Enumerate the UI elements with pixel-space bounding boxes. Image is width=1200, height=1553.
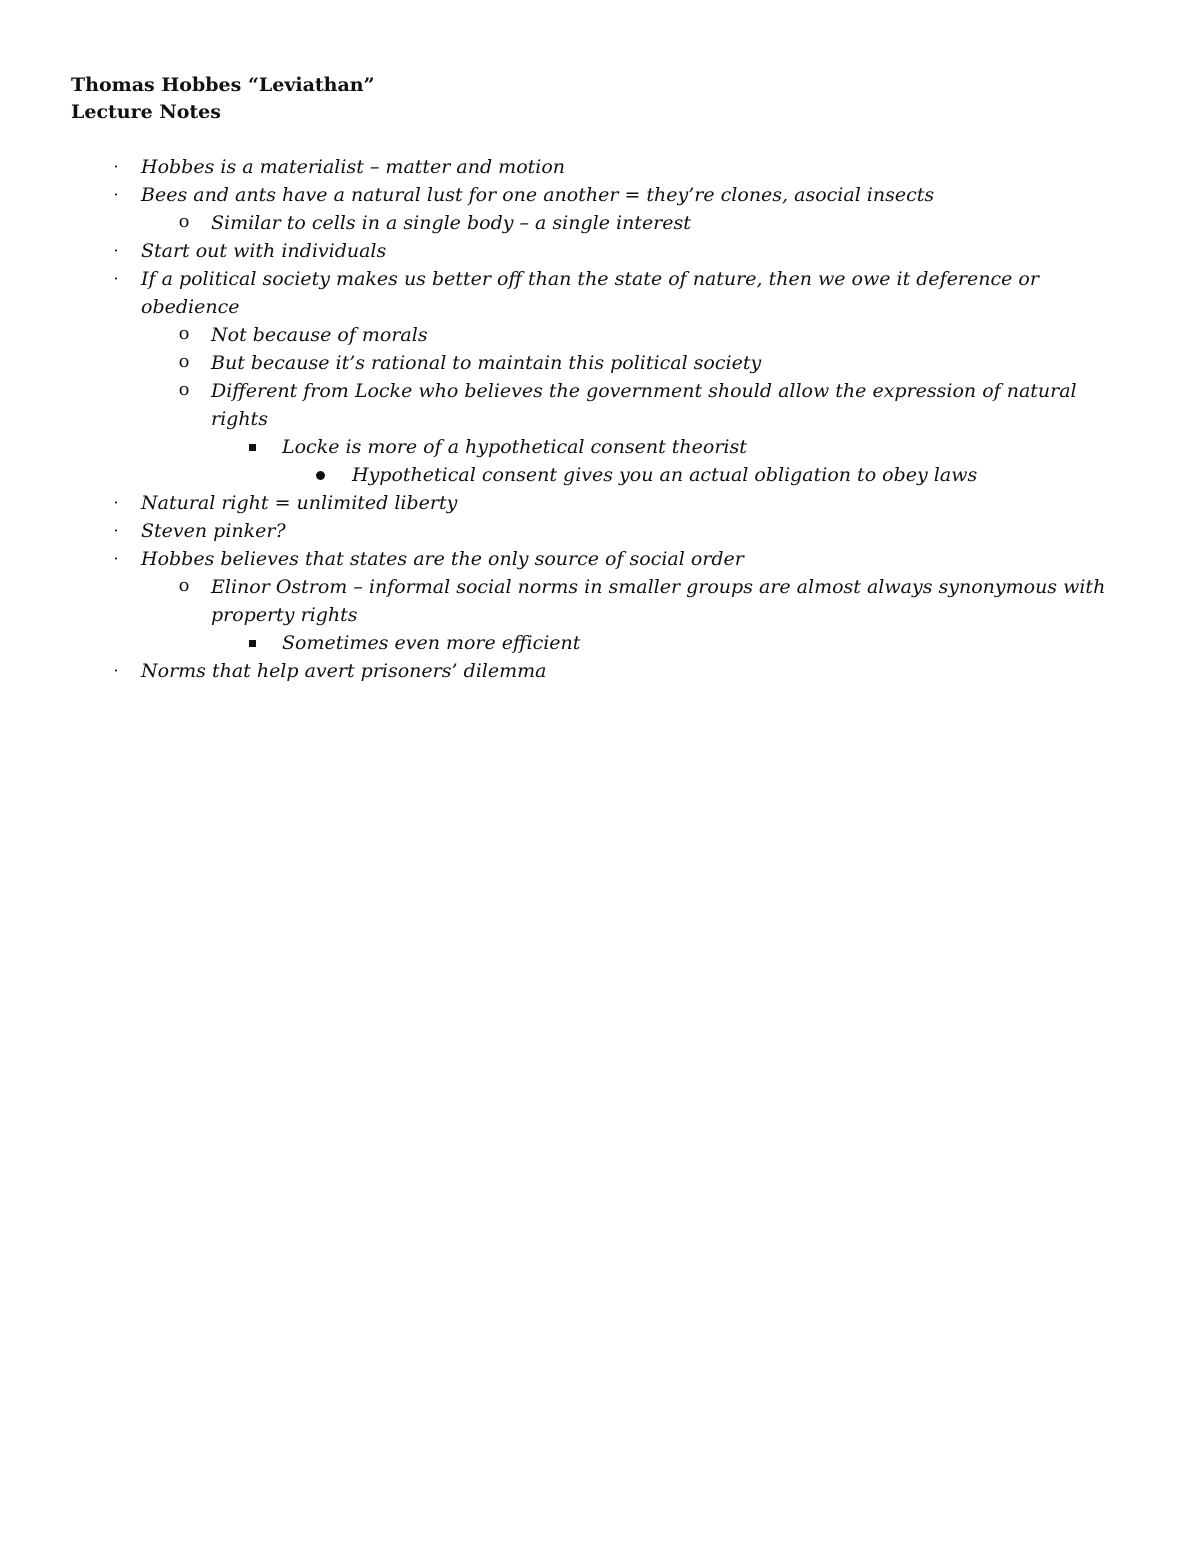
note-text: If a political society makes us better off than the state of nature, then we owe it deference or obedience — [141, 268, 1039, 318]
note-text: Hobbes is a materialist – matter and motion — [141, 156, 566, 178]
bullet-dot-icon: · — [113, 493, 119, 512]
note-item — [0, 573, 1200, 629]
note-item — [0, 321, 1200, 349]
note-text: Not because of morals — [211, 324, 428, 346]
note-text: Locke is more of a hypothetical consent theorist — [282, 436, 747, 458]
note-text: Elinor Ostrom – informal social norms in smaller groups are almost always synonymous with property rights — [211, 576, 1106, 626]
note-item — [0, 377, 1200, 433]
note-item — [0, 517, 1200, 545]
bullet-dot-icon: · — [113, 157, 119, 176]
note-item — [0, 545, 1200, 573]
bullet-circle-icon: o — [178, 575, 190, 596]
bullet-dot-icon: · — [113, 549, 119, 568]
bullet-dot-icon: · — [113, 241, 119, 260]
note-text: Start out with individuals — [141, 240, 387, 262]
bullet-dot-icon: · — [113, 661, 119, 680]
bullet-square-icon — [249, 640, 256, 647]
note-item — [0, 237, 1200, 265]
bullet-dot-icon: · — [113, 185, 119, 204]
note-item — [0, 629, 1200, 657]
bullet-square-icon — [249, 444, 256, 451]
note-item — [0, 461, 1200, 489]
note-text: Natural right = unlimited liberty — [141, 492, 458, 514]
bullet-dot-icon: · — [113, 269, 119, 288]
note-item — [0, 209, 1200, 237]
note-text: Hobbes believes that states are the only source of social order — [141, 548, 744, 570]
note-item — [0, 153, 1200, 181]
note-text: Sometimes even more efficient — [282, 632, 581, 654]
note-text: Different from Locke who believes the government should allow the expression of natural rights — [211, 380, 1077, 430]
document-title: Thomas Hobbes “Leviathan” — [71, 74, 375, 96]
note-text: But because it’s rational to maintain this political society — [211, 352, 762, 374]
note-text: Bees and ants have a natural lust for one another = they’re clones, asocial insects — [141, 184, 935, 206]
bullet-circle-icon: o — [178, 211, 190, 232]
note-item — [0, 181, 1200, 209]
notes-list — [0, 153, 1200, 685]
note-item — [0, 265, 1200, 321]
note-item — [0, 657, 1200, 685]
note-text: Similar to cells in a single body – a single interest — [211, 212, 691, 234]
bullet-circle-icon: o — [178, 379, 190, 400]
note-item — [0, 489, 1200, 517]
note-text: Norms that help avert prisoners’ dilemma — [141, 660, 547, 682]
bullet-filled-circle-icon — [316, 471, 325, 480]
note-item — [0, 349, 1200, 377]
document-header — [71, 72, 375, 126]
bullet-dot-icon: · — [113, 521, 119, 540]
bullet-circle-icon: o — [178, 323, 190, 344]
note-item — [0, 433, 1200, 461]
note-text: Steven pinker? — [141, 520, 286, 542]
document-subtitle: Lecture Notes — [71, 101, 221, 123]
note-text: Hypothetical consent gives you an actual obligation to obey laws — [352, 464, 978, 486]
bullet-circle-icon: o — [178, 351, 190, 372]
